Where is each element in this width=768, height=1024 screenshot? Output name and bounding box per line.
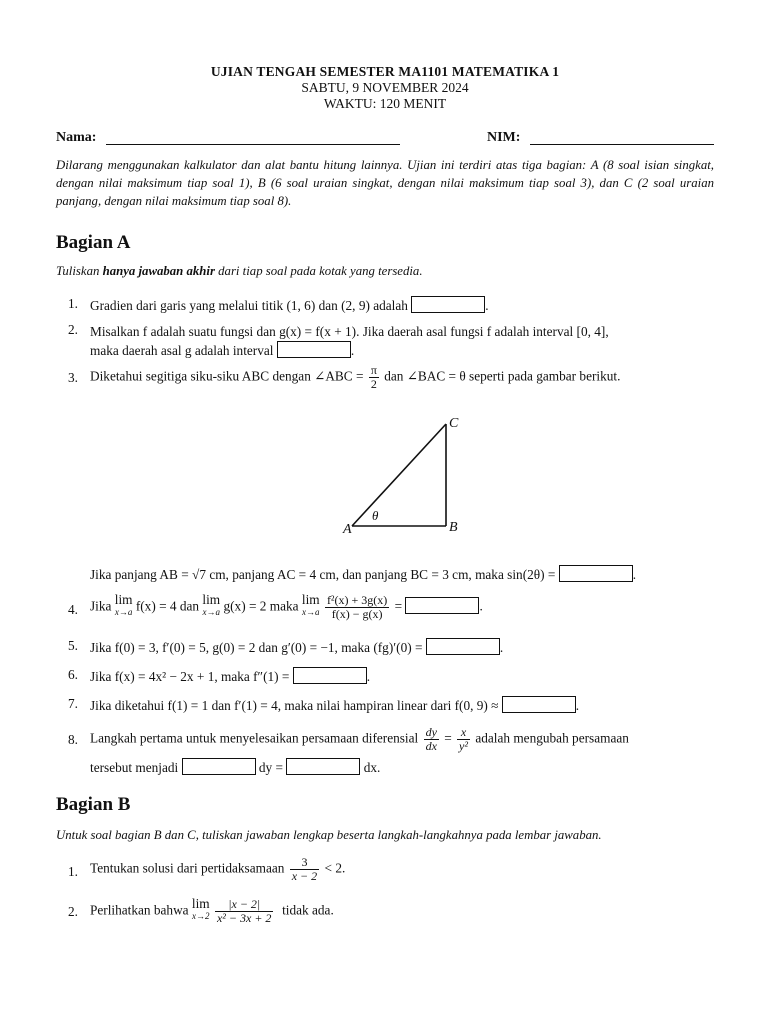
- nim-field[interactable]: [530, 143, 714, 145]
- denominator: x² − 3x + 2: [216, 911, 272, 925]
- answer-box[interactable]: [559, 565, 633, 582]
- fraction: [424, 726, 439, 753]
- question-number: 6.: [68, 667, 78, 682]
- question-text: Jika diketahui f(1) = 1 dan f′(1) = 4, maka nilai hampiran linear dari f(0, 9) ≈: [90, 698, 499, 713]
- exam-duration: WAKTU: 120 MENIT: [323, 96, 447, 111]
- vertex-b-label: B: [449, 520, 458, 535]
- exam-page: [56, 64, 714, 210]
- question-text: maka daerah asal g adalah interval: [90, 343, 274, 358]
- question-text: Tentukan solusi dari pertidaksamaan: [90, 860, 285, 876]
- question-a3-followup: Jika panjang AB = √7 cm, panjang AC = 4 cm, dan panjang BC = 3 cm, maka sin(2θ) = .: [90, 567, 637, 582]
- fraction: [369, 364, 379, 391]
- question-text: f(x) = 4 dan: [135, 598, 200, 614]
- limit-subscript: x→a: [301, 607, 320, 617]
- section-a-instruction: [56, 264, 714, 279]
- question-text: tersebut menjadi: [90, 760, 179, 775]
- question-number: 4.: [68, 602, 78, 617]
- limit: [302, 594, 320, 618]
- numerator: dy: [425, 725, 437, 739]
- fraction: [325, 594, 389, 621]
- question-number: 2.: [68, 904, 78, 919]
- answer-box[interactable]: [502, 696, 576, 713]
- denominator: dx: [425, 739, 437, 753]
- nim-label: NIM:: [487, 130, 521, 145]
- section-b-title: Bagian B: [56, 794, 131, 815]
- question-text: Gradien dari garis yang melalui titik (1, 6) dan (2, 9) adalah: [90, 298, 408, 313]
- instruction-text: dari tiap soal pada kotak yang tersedia.: [214, 264, 423, 278]
- question-text: Diketahui segitiga siku-siku ABC dengan ∠ABC =: [90, 368, 364, 384]
- answer-box[interactable]: [182, 758, 256, 775]
- question-text: Jika f(0) = 3, f′(0) = 5, g(0) = 2 dan g′(0) = −1, maka (fg)′(0) =: [90, 640, 423, 655]
- answer-box[interactable]: [286, 758, 360, 775]
- limit-subscript: x→a: [202, 607, 221, 617]
- limit-operator: lim: [114, 592, 133, 607]
- question-text: g(x) = 2 maka: [223, 598, 299, 614]
- answer-box[interactable]: [405, 597, 479, 614]
- question-number: 7.: [68, 696, 78, 711]
- question-text: < 2.: [324, 860, 346, 876]
- question-a8-line2: [90, 758, 714, 776]
- limit-subscript: x→2: [192, 911, 210, 921]
- numerator: |x − 2|: [215, 898, 273, 912]
- angle-theta-label: θ: [372, 508, 379, 523]
- numerator: x: [457, 726, 470, 740]
- answer-box[interactable]: [411, 296, 485, 313]
- question-text: dy =: [258, 760, 284, 775]
- limit-operator: lim: [202, 592, 221, 607]
- question-text: Jika f(x) = 4x² − 2x + 1, maka f″(1) =: [90, 669, 290, 684]
- name-label: Nama:: [56, 130, 97, 145]
- question-text: Misalkan f adalah suatu fungsi dan g(x) = f(x + 1). Jika daerah asal fungsi f adalah interval [0, 4],: [90, 324, 609, 339]
- question-text: Jika panjang AB = √7 cm, panjang AC = 4 cm, dan panjang BC = 3 cm, maka sin(2θ) =: [90, 567, 556, 582]
- answer-box[interactable]: [426, 638, 500, 655]
- vertex-a-label: A: [343, 522, 352, 537]
- fraction: [215, 898, 273, 925]
- question-text: adalah mengubah persamaan: [475, 730, 629, 746]
- question-number: 3.: [68, 370, 78, 385]
- triangle-figure: [340, 418, 460, 540]
- question-number: 2.: [68, 322, 78, 337]
- limit-subscript: x→a: [114, 607, 133, 617]
- numerator: π: [370, 363, 377, 377]
- identity-row: [56, 130, 714, 150]
- question-a4: 4. Jika lim x→a f(x) = 4 dan lim x→a g(x) = 2 maka lim x→a $\frac{\text{f²(x) + 3g(x)}}{f(x) - g(x)}$ = .: [68, 592, 483, 621]
- exam-header: [56, 64, 714, 112]
- question-number: 8.: [68, 732, 78, 747]
- denominator: y²: [459, 739, 468, 753]
- answer-box[interactable]: [277, 341, 351, 358]
- instruction-emphasis: hanya jawaban akhir: [102, 264, 215, 278]
- limit: [115, 594, 133, 618]
- limit-operator: lim: [301, 592, 320, 607]
- equals-sign: =: [444, 730, 452, 746]
- question-number: 5.: [68, 638, 78, 653]
- question-number: 1.: [68, 864, 78, 879]
- denominator: 2: [370, 377, 377, 391]
- name-field[interactable]: [106, 143, 400, 145]
- question-number: 1.: [68, 296, 78, 311]
- fraction: [290, 856, 319, 883]
- numerator: 3: [290, 856, 319, 870]
- question-text: Jika: [90, 598, 112, 614]
- limit: [202, 594, 220, 618]
- question-text: dx.: [363, 760, 381, 775]
- section-b-instruction: Untuk soal bagian B dan C, tuliskan jawaban lengkap beserta langkah-langkahnya pada lembar jawaban.: [56, 828, 602, 842]
- question-text: Perlihatkan bahwa: [90, 902, 189, 918]
- exam-instructions: Dilarang menggunakan kalkulator dan alat bantu hitung lainnya. Ujian ini terdiri atas tiga bagian: A (8 soal isian singkat, dengan nilai maksimum tiap soal 1), B (6 soal uraian singkat, dengan nilai maksimum tiap soal 3), dan C (2 soal uraian panjang, dengan nilai maksimum tiap soal 8).: [56, 158, 714, 208]
- question-text: dan ∠BAC = θ seperti pada gambar berikut.: [384, 368, 621, 384]
- exam-title: UJIAN TENGAH SEMESTER MA1101 MATEMATIKA 1: [210, 64, 560, 79]
- section-a-title: Bagian A: [56, 232, 131, 253]
- vertex-c-label: C: [449, 416, 459, 431]
- limit-operator: lim: [191, 896, 210, 911]
- equals-sign: =: [394, 598, 403, 614]
- fraction: [457, 726, 470, 753]
- denominator: f(x) − g(x): [331, 607, 383, 621]
- denominator: x − 2: [291, 869, 318, 883]
- exam-date: SABTU, 9 NOVEMBER 2024: [301, 80, 469, 95]
- limit: [192, 898, 210, 922]
- question-text: Langkah pertama untuk menyelesaikan persamaan diferensial: [90, 730, 419, 746]
- side-ac: [352, 424, 446, 526]
- answer-box[interactable]: [293, 667, 367, 684]
- numerator: f²(x) + 3g(x): [326, 593, 388, 607]
- question-text: tidak ada.: [282, 902, 334, 918]
- instruction-text: Tuliskan: [56, 264, 103, 278]
